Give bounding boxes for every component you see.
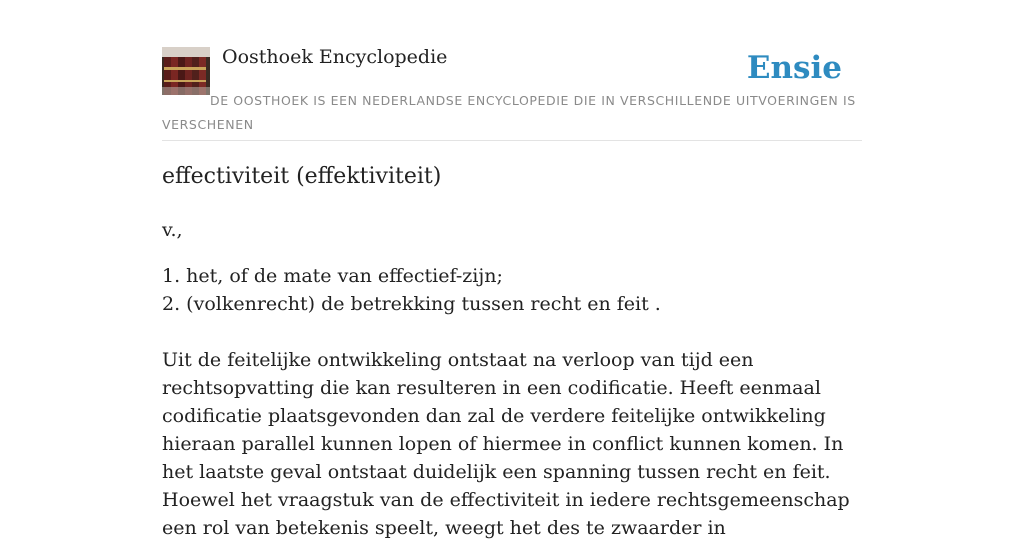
entry-title: effectiviteit (effektiviteit) xyxy=(162,164,442,189)
book-spines-icon xyxy=(162,47,210,95)
grammar-label: v., xyxy=(162,219,183,241)
entry-body xyxy=(162,216,862,542)
brand-logo[interactable]: Ensie xyxy=(746,50,842,86)
entry-paragraph: Uit de feitelijke ontwikkeling ontstaat na verloop van tijd een rechtsopvatting die kan resulteren in een codificatie. Heeft eenmaal codificatie plaatsgevonden dan zal de verdere feitelijke ontwikkeling hieraan parallel kunnen lopen of hiermee in conflict kunnen komen. In het laatste geval ontstaat duidelijk een spanning tussen recht en feit. Hoewel het vraagstuk van de effectiviteit in iedere rechtsgemeenschap een rol van betekenis speelt, weegt het des te zwaarder in xyxy=(162,349,850,539)
site-avatar[interactable] xyxy=(162,47,210,95)
sense-item: 2. (volkenrecht) de betrekking tussen recht en feit . xyxy=(162,293,661,315)
site-tagline: DE OOSTHOEK IS EEN NEDERLANDSE ENCYCLOPEDIE DIE IN VERSCHILLENDE UITVOERINGEN IS VERSCHENEN xyxy=(162,93,856,132)
sense-item: 1. het, of de mate van effectief-zijn; xyxy=(162,265,503,287)
page xyxy=(162,0,862,539)
site-header xyxy=(162,0,862,141)
sense-list xyxy=(162,262,862,318)
site-name[interactable]: Oosthoek Encyclopedie xyxy=(222,46,448,68)
